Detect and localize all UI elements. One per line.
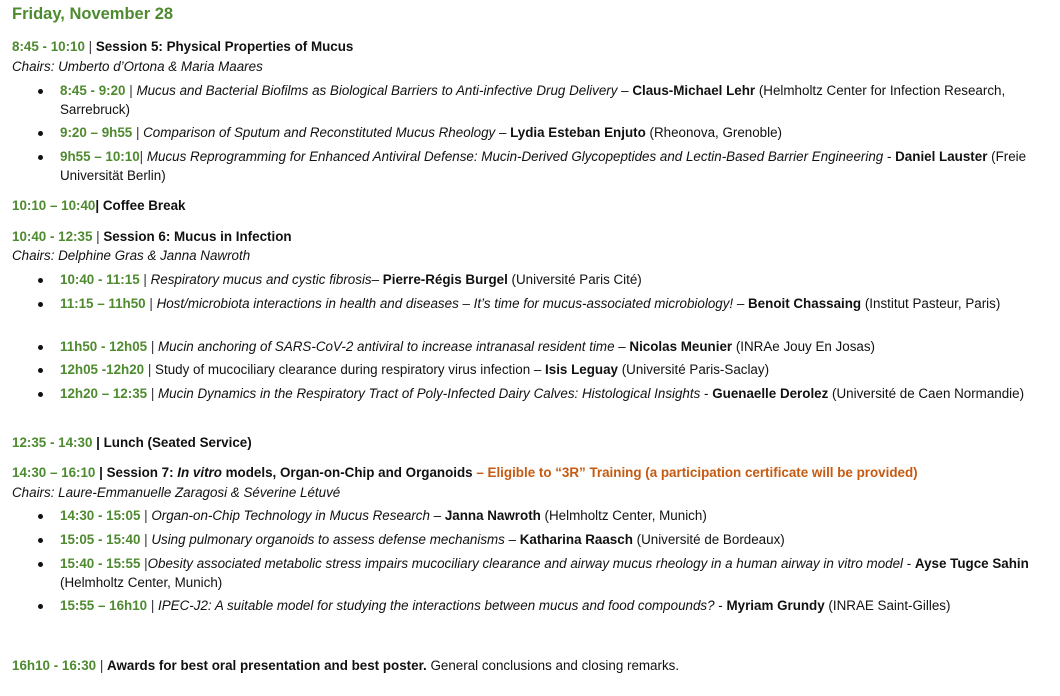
talk-item: 8:45 - 9:20 | Mucus and Bacterial Biofilms as Biological Barriers to Anti-infective Drug Delivery – Claus-Michael Lehr (Helmholtz Center for Infection Research, Sarrebruck) (60, 83, 1006, 117)
bullet-icon (38, 131, 43, 136)
talk-title: IPEC-J2: A suitable model for studying the interactions between mucus and food compounds? (158, 598, 715, 613)
session-title: Session 5: Physical Properties of Mucus (95, 39, 354, 54)
bullet-icon (38, 538, 43, 543)
affiliation: (Université de Bordeaux) (632, 532, 785, 547)
bullet-icon (38, 604, 43, 609)
talk-title: Mucus Reprogramming for Enhanced Antiviral Defense: Mucin-Derived Glycopeptides and Lectin-Based Barrier Engineering (146, 149, 884, 164)
talk-title: Respiratory mucus and cystic fibrosis (150, 272, 372, 287)
talk-item: 9h55 – 10:10| Mucus Reprogramming for Enhanced Antiviral Defense: Mucin-Derived Glycopeptides and Lectin-Based Barrier Engineering - Daniel Lauster (Freie Universität Berlin) (60, 149, 1027, 183)
speaker: Claus-Michael Lehr (632, 83, 756, 98)
talk-item: 10:40 - 11:15 | Respiratory mucus and cystic fibrosis– Pierre-Régis Burgel (Université Paris Cité) (60, 272, 642, 287)
affiliation: (Université de Caen Normandie) (828, 386, 1025, 401)
affiliation: (Helmholtz Center, Munich) (540, 508, 707, 523)
closing-session: 16h10 - 16:30 | Awards for best oral presentation and best poster. General conclusions and closing remarks. (12, 658, 680, 673)
bullet-icon (38, 345, 43, 350)
lunch-break: 12:35 - 14:30 | Lunch (Seated Service) (12, 435, 252, 450)
speaker: Janna Nawroth (444, 508, 541, 523)
affiliation: (Rheonova, Grenoble) (645, 125, 782, 140)
talk-item: 15:05 - 15:40 | Using pulmonary organoids to assess defense mechanisms – Katharina Raasch (Université de Bordeaux) (60, 532, 785, 547)
talk-item: 12h05 -12h20 | Study of mucociliary clearance during respiratory virus infection – Isis Leguay (Université Paris-Saclay) (60, 362, 770, 377)
talk-item: 9:20 – 9h55 | Comparison of Sputum and Reconstituted Mucus Rheology – Lydia Esteban Enjuto (Rheonova, Grenoble) (60, 125, 782, 140)
talk-title: Obesity associated metabolic stress impairs mucociliary clearance and airway mucus rheology in a human airway in vitro model (147, 556, 904, 571)
bullet-icon (38, 368, 43, 373)
affiliation: (INRAE Saint-Gilles) (824, 598, 951, 613)
talk-title: Mucin Dynamics in the Respiratory Tract of Poly-Infected Dairy Calves: Histological Insights (158, 386, 701, 401)
bullet-icon (38, 562, 43, 567)
speaker: Lydia Esteban Enjuto (510, 125, 646, 140)
affiliation: (Helmholtz Center for Infection Research, Sarrebruck) (60, 83, 1006, 117)
eligibility-note: – Eligible to “3R” Training (a participation certificate will be provided) (472, 465, 918, 480)
speaker: Guenaelle Derolez (712, 386, 829, 401)
affiliation: (Helmholtz Center, Munich) (60, 575, 223, 590)
session6-header: 10:40 - 12:35 | Session 6: Mucus in Infection (12, 229, 292, 244)
affiliation: (Institut Pasteur, Paris) (861, 296, 1001, 311)
session5-chairs: Chairs: Umberto d’Ortona & Maria Maares (12, 59, 263, 74)
speaker: Myriam Grundy (726, 598, 825, 613)
talk-item: 14:30 - 15:05 | Organ-on-Chip Technology in Mucus Research – Janna Nawroth (Helmholtz Center, Munich) (60, 508, 707, 523)
talk-title: Host/microbiota interactions in health and diseases – It’s time for mucus-associated microbiology! (156, 296, 734, 311)
speaker: Katharina Raasch (519, 532, 633, 547)
speaker: Nicolas Meunier (629, 339, 733, 354)
talk-title: Organ-on-Chip Technology in Mucus Research (151, 508, 430, 523)
day-title: Friday, November 28 (12, 5, 174, 23)
bullet-icon (38, 392, 43, 397)
bullet-icon (38, 278, 43, 283)
speaker: Benoit Chassaing (748, 296, 862, 311)
speaker: Daniel Lauster (895, 149, 988, 164)
talk-item: 11:15 – 11h50 | Host/microbiota interactions in health and diseases – It’s time for mucus-associated microbiology! – Benoit Chassaing (Institut Pasteur, Paris) (60, 296, 1001, 311)
session7-chairs: Chairs: Laure-Emmanuelle Zaragosi & Séverine Létuvé (12, 485, 341, 500)
session6-chairs: Chairs: Delphine Gras & Janna Nawroth (12, 248, 251, 263)
speaker: Isis Leguay (545, 362, 618, 377)
speaker: Ayse Tugce Sahin (914, 556, 1029, 571)
affiliation: (Université Paris Cité) (507, 272, 642, 287)
talk-item: 12h20 – 12:35 | Mucin Dynamics in the Respiratory Tract of Poly-Infected Dairy Calves: Histological Insights - Guenaelle Derolez (Université de Caen Normandie) (60, 386, 1025, 401)
bullet-icon (38, 89, 43, 94)
talk-title: Mucus and Bacterial Biofilms as Biological Barriers to Anti-infective Drug Delivery (136, 83, 618, 98)
coffee-break: 10:10 – 10:40| Coffee Break (12, 198, 186, 213)
affiliation: (Freie Universität Berlin) (60, 149, 1027, 183)
talk-item: 11h50 - 12h05 | Mucin anchoring of SARS-CoV-2 antiviral to increase intranasal resident time – Nicolas Meunier (INRAe Jouy En Josas) (60, 339, 875, 354)
bullet-icon (38, 155, 43, 160)
bullet-icon (38, 302, 43, 307)
speaker: Pierre-Régis Burgel (382, 272, 508, 287)
talk-title: Study of mucociliary clearance during respiratory virus infection (155, 362, 531, 377)
session-title: Session 6: Mucus in Infection (103, 229, 292, 244)
affiliation: (Université Paris-Saclay) (617, 362, 770, 377)
talk-title: Comparison of Sputum and Reconstituted Mucus Rheology (143, 125, 496, 140)
session5-header: 8:45 - 10:10 | Session 5: Physical Properties of Mucus (12, 39, 354, 54)
session7-header: 14:30 – 16:10 | Session 7: In vitro models, Organ-on-Chip and Organoids – Eligible to “3R” Training (a participation certificate will be provided) (12, 465, 918, 480)
session-time: 8:45 - 10:10 (12, 39, 85, 54)
talk-item: 15:55 – 16h10 | IPEC-J2: A suitable model for studying the interactions between mucus and food compounds? - Myriam Grundy (INRAE Saint-Gilles) (60, 598, 951, 613)
bullet-icon (38, 514, 43, 519)
talk-item: 15:40 - 15:55 |Obesity associated metabolic stress impairs mucociliary clearance and airway mucus rheology in a human airway in vitro model - Ayse Tugce Sahin (Helmholtz Center, Munich) (60, 556, 1029, 590)
affiliation: (INRAe Jouy En Josas) (732, 339, 875, 354)
talk-title: Using pulmonary organoids to assess defense mechanisms (151, 532, 505, 547)
talk-title: Mucin anchoring of SARS-CoV-2 antiviral to increase intranasal resident time (158, 339, 615, 354)
